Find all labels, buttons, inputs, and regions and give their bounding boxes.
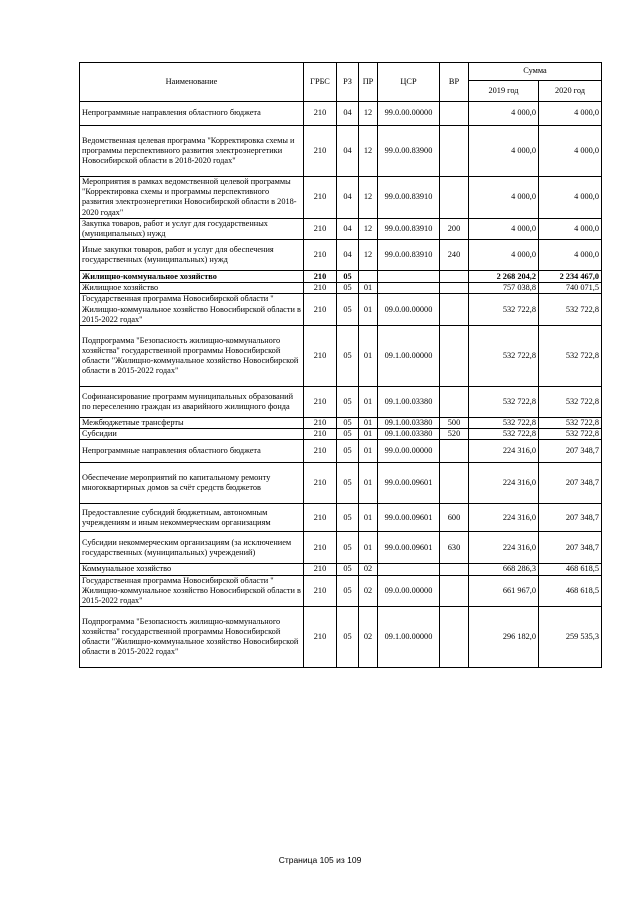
cell-y2019: 224 316,0 bbox=[469, 504, 539, 532]
table-row bbox=[80, 283, 602, 294]
cell-name: Субсидии bbox=[80, 429, 304, 440]
cell-vr bbox=[440, 102, 469, 126]
cell-y2020: 4 000,0 bbox=[539, 177, 602, 219]
cell-y2020: 207 348,7 bbox=[539, 532, 602, 564]
cell-vr: 500 bbox=[440, 418, 469, 429]
cell-vr bbox=[440, 177, 469, 219]
cell-rz: 05 bbox=[337, 607, 359, 668]
cell-vr: 520 bbox=[440, 429, 469, 440]
table-row bbox=[80, 607, 602, 668]
cell-grbs: 210 bbox=[304, 532, 337, 564]
cell-csr: 99.0.00.83910 bbox=[378, 177, 440, 219]
header-grbs: ГРБС bbox=[304, 63, 337, 102]
cell-y2020: 207 348,7 bbox=[539, 463, 602, 504]
cell-pr: 01 bbox=[359, 387, 378, 418]
table-row bbox=[80, 102, 602, 126]
cell-csr bbox=[378, 283, 440, 294]
header-year-2019: 2019 год bbox=[469, 81, 539, 102]
header-sum: Сумма bbox=[469, 63, 602, 81]
cell-name: Жилищно-коммунальное хозяйство bbox=[80, 271, 304, 283]
cell-y2019: 4 000,0 bbox=[469, 218, 539, 239]
table-row bbox=[80, 463, 602, 504]
cell-y2020: 4 000,0 bbox=[539, 240, 602, 271]
cell-y2019: 224 316,0 bbox=[469, 463, 539, 504]
cell-y2020: 207 348,7 bbox=[539, 504, 602, 532]
cell-grbs: 210 bbox=[304, 177, 337, 219]
cell-y2019: 532 722,8 bbox=[469, 326, 539, 387]
cell-rz: 05 bbox=[337, 283, 359, 294]
cell-rz: 05 bbox=[337, 429, 359, 440]
page-number: Страница 105 из 109 bbox=[278, 855, 362, 865]
cell-name: Ведомственная целевая программа "Корректировка схемы и программы перспективного развития электроэнергетики Новосибирской области в 2018-2020 годах" bbox=[80, 126, 304, 177]
cell-grbs: 210 bbox=[304, 271, 337, 283]
header-name: Наименование bbox=[80, 63, 304, 102]
cell-y2019: 2 268 204,2 bbox=[469, 271, 539, 283]
cell-pr: 01 bbox=[359, 418, 378, 429]
cell-csr: 99.0.00.09601 bbox=[378, 504, 440, 532]
cell-rz: 05 bbox=[337, 564, 359, 575]
cell-vr bbox=[440, 387, 469, 418]
cell-rz: 04 bbox=[337, 240, 359, 271]
table-row bbox=[80, 177, 602, 219]
cell-grbs: 210 bbox=[304, 575, 337, 607]
cell-y2019: 4 000,0 bbox=[469, 177, 539, 219]
cell-pr: 02 bbox=[359, 564, 378, 575]
cell-csr: 09.1.00.03380 bbox=[378, 418, 440, 429]
cell-name: Закупка товаров, работ и услуг для государственных (муниципальных) нужд bbox=[80, 218, 304, 239]
cell-grbs: 210 bbox=[304, 126, 337, 177]
cell-name: Подпрограмма "Безопасность жилищно-коммунального хозяйства" государственной программы Новосибирской области "Жилищно-коммунальное хозяйство Новосибирской области в 2015-2022 годах" bbox=[80, 326, 304, 387]
cell-y2020: 4 000,0 bbox=[539, 126, 602, 177]
cell-rz: 05 bbox=[337, 463, 359, 504]
table-row bbox=[80, 564, 602, 575]
cell-vr: 630 bbox=[440, 532, 469, 564]
table-row bbox=[80, 326, 602, 387]
header-row-top bbox=[80, 63, 602, 81]
cell-vr bbox=[440, 283, 469, 294]
cell-y2019: 4 000,0 bbox=[469, 102, 539, 126]
cell-vr bbox=[440, 564, 469, 575]
cell-vr bbox=[440, 440, 469, 463]
cell-name: Подпрограмма "Безопасность жилищно-коммунального хозяйства" государственной программы Новосибирской области "Жилищно-коммунальное хозяйство Новосибирской области в 2015-2022 годах" bbox=[80, 607, 304, 668]
cell-y2020: 4 000,0 bbox=[539, 218, 602, 239]
cell-rz: 05 bbox=[337, 575, 359, 607]
cell-pr: 01 bbox=[359, 283, 378, 294]
cell-csr bbox=[378, 564, 440, 575]
header-year-2020: 2020 год bbox=[539, 81, 602, 102]
cell-csr: 09.1.00.03380 bbox=[378, 387, 440, 418]
cell-rz: 05 bbox=[337, 504, 359, 532]
cell-grbs: 210 bbox=[304, 387, 337, 418]
cell-pr: 01 bbox=[359, 326, 378, 387]
cell-rz: 05 bbox=[337, 532, 359, 564]
cell-vr bbox=[440, 463, 469, 504]
cell-pr: 12 bbox=[359, 240, 378, 271]
cell-grbs: 210 bbox=[304, 429, 337, 440]
cell-name: Государственная программа Новосибирской области " Жилищно-коммунальное хозяйство Новосибирской области в 2015-2022 годах" bbox=[80, 575, 304, 607]
cell-pr: 12 bbox=[359, 102, 378, 126]
cell-vr bbox=[440, 271, 469, 283]
cell-pr: 01 bbox=[359, 294, 378, 326]
cell-vr: 240 bbox=[440, 240, 469, 271]
header-rz: РЗ bbox=[337, 63, 359, 102]
cell-pr: 01 bbox=[359, 532, 378, 564]
cell-y2020: 532 722,8 bbox=[539, 418, 602, 429]
cell-rz: 05 bbox=[337, 326, 359, 387]
cell-csr: 99.0.00.83910 bbox=[378, 218, 440, 239]
header-pr: ПР bbox=[359, 63, 378, 102]
cell-vr: 600 bbox=[440, 504, 469, 532]
cell-name: Непрограммные направления областного бюджета bbox=[80, 102, 304, 126]
cell-pr: 02 bbox=[359, 575, 378, 607]
cell-y2019: 4 000,0 bbox=[469, 126, 539, 177]
cell-y2019: 532 722,8 bbox=[469, 387, 539, 418]
table-row bbox=[80, 387, 602, 418]
cell-name: Софинансирование программ муниципальных образований по переселению граждан из аварийного жилищного фонда bbox=[80, 387, 304, 418]
cell-csr: 99.0.00.83910 bbox=[378, 240, 440, 271]
table-row bbox=[80, 294, 602, 326]
cell-csr: 99.0.00.09601 bbox=[378, 463, 440, 504]
table-body bbox=[80, 102, 602, 668]
cell-csr: 99.0.00.00000 bbox=[378, 102, 440, 126]
table-row bbox=[80, 429, 602, 440]
cell-csr bbox=[378, 271, 440, 283]
cell-y2019: 224 316,0 bbox=[469, 532, 539, 564]
cell-rz: 04 bbox=[337, 177, 359, 219]
cell-rz: 05 bbox=[337, 271, 359, 283]
cell-y2019: 661 967,0 bbox=[469, 575, 539, 607]
cell-grbs: 210 bbox=[304, 418, 337, 429]
cell-pr: 01 bbox=[359, 463, 378, 504]
cell-y2019: 532 722,8 bbox=[469, 429, 539, 440]
cell-y2020: 740 071,5 bbox=[539, 283, 602, 294]
cell-vr bbox=[440, 126, 469, 177]
cell-pr: 12 bbox=[359, 177, 378, 219]
cell-grbs: 210 bbox=[304, 504, 337, 532]
cell-y2020: 532 722,8 bbox=[539, 387, 602, 418]
cell-grbs: 210 bbox=[304, 463, 337, 504]
cell-pr: 01 bbox=[359, 440, 378, 463]
cell-rz: 05 bbox=[337, 387, 359, 418]
cell-y2019: 532 722,8 bbox=[469, 294, 539, 326]
cell-y2019: 224 316,0 bbox=[469, 440, 539, 463]
cell-name: Предоставление субсидий бюджетным, автономным учреждениям и иным некоммерческим организациям bbox=[80, 504, 304, 532]
budget-table bbox=[79, 62, 602, 668]
cell-csr: 99.0.00.09601 bbox=[378, 532, 440, 564]
cell-y2020: 532 722,8 bbox=[539, 326, 602, 387]
cell-grbs: 210 bbox=[304, 440, 337, 463]
cell-csr: 99.0.00.00000 bbox=[378, 440, 440, 463]
cell-csr: 09.0.00.00000 bbox=[378, 575, 440, 607]
cell-y2019: 296 182,0 bbox=[469, 607, 539, 668]
cell-grbs: 210 bbox=[304, 607, 337, 668]
cell-vr bbox=[440, 607, 469, 668]
cell-pr: 01 bbox=[359, 429, 378, 440]
cell-name: Субсидии некоммерческим организациям (за исключением государственных (муниципальных) учреждений) bbox=[80, 532, 304, 564]
header-vr: ВР bbox=[440, 63, 469, 102]
cell-y2020: 4 000,0 bbox=[539, 102, 602, 126]
cell-name: Мероприятия в рамках ведомственной целевой программы "Корректировка схемы и программы перспективного развития электроэнергетики Новосибирской области в 2018-2020 годах" bbox=[80, 177, 304, 219]
table-row bbox=[80, 218, 602, 239]
cell-grbs: 210 bbox=[304, 218, 337, 239]
cell-name: Обеспечение мероприятий по капитальному ремонту многоквартирных домов за счёт средств бюджетов bbox=[80, 463, 304, 504]
cell-y2020: 468 618,5 bbox=[539, 575, 602, 607]
cell-y2020: 468 618,5 bbox=[539, 564, 602, 575]
cell-rz: 05 bbox=[337, 294, 359, 326]
cell-y2020: 2 234 467,0 bbox=[539, 271, 602, 283]
table-row bbox=[80, 126, 602, 177]
cell-rz: 04 bbox=[337, 218, 359, 239]
cell-name: Межбюджетные трансферты bbox=[80, 418, 304, 429]
cell-name: Иные закупки товаров, работ и услуг для обеспечения государственных (муниципальных) нужд bbox=[80, 240, 304, 271]
cell-name: Непрограммные направления областного бюджета bbox=[80, 440, 304, 463]
table-row bbox=[80, 504, 602, 532]
cell-csr: 99.0.00.83900 bbox=[378, 126, 440, 177]
cell-pr: 12 bbox=[359, 218, 378, 239]
table-row bbox=[80, 240, 602, 271]
cell-y2019: 757 038,8 bbox=[469, 283, 539, 294]
table-row bbox=[80, 440, 602, 463]
cell-csr: 09.1.00.00000 bbox=[378, 607, 440, 668]
cell-rz: 04 bbox=[337, 102, 359, 126]
cell-csr: 09.1.00.03380 bbox=[378, 429, 440, 440]
cell-name: Жилищное хозяйство bbox=[80, 283, 304, 294]
cell-y2019: 532 722,8 bbox=[469, 418, 539, 429]
cell-pr: 12 bbox=[359, 126, 378, 177]
cell-y2020: 532 722,8 bbox=[539, 294, 602, 326]
table-row bbox=[80, 532, 602, 564]
table-row bbox=[80, 418, 602, 429]
cell-pr: 02 bbox=[359, 607, 378, 668]
cell-y2019: 668 286,3 bbox=[469, 564, 539, 575]
cell-vr: 200 bbox=[440, 218, 469, 239]
cell-rz: 05 bbox=[337, 440, 359, 463]
cell-y2020: 207 348,7 bbox=[539, 440, 602, 463]
cell-name: Коммунальное хозяйство bbox=[80, 564, 304, 575]
cell-y2020: 532 722,8 bbox=[539, 429, 602, 440]
cell-pr: 01 bbox=[359, 504, 378, 532]
cell-pr bbox=[359, 271, 378, 283]
table-row bbox=[80, 271, 602, 283]
cell-grbs: 210 bbox=[304, 564, 337, 575]
cell-y2019: 4 000,0 bbox=[469, 240, 539, 271]
cell-vr bbox=[440, 294, 469, 326]
cell-vr bbox=[440, 326, 469, 387]
cell-grbs: 210 bbox=[304, 326, 337, 387]
cell-csr: 09.0.00.00000 bbox=[378, 294, 440, 326]
header-csr: ЦСР bbox=[378, 63, 440, 102]
cell-csr: 09.1.00.00000 bbox=[378, 326, 440, 387]
cell-rz: 04 bbox=[337, 126, 359, 177]
cell-grbs: 210 bbox=[304, 294, 337, 326]
cell-name: Государственная программа Новосибирской области " Жилищно-коммунальное хозяйство Новосибирской области в 2015-2022 годах" bbox=[80, 294, 304, 326]
table-row bbox=[80, 575, 602, 607]
cell-grbs: 210 bbox=[304, 240, 337, 271]
cell-y2020: 259 535,3 bbox=[539, 607, 602, 668]
cell-vr bbox=[440, 575, 469, 607]
cell-rz: 05 bbox=[337, 418, 359, 429]
cell-grbs: 210 bbox=[304, 283, 337, 294]
cell-grbs: 210 bbox=[304, 102, 337, 126]
